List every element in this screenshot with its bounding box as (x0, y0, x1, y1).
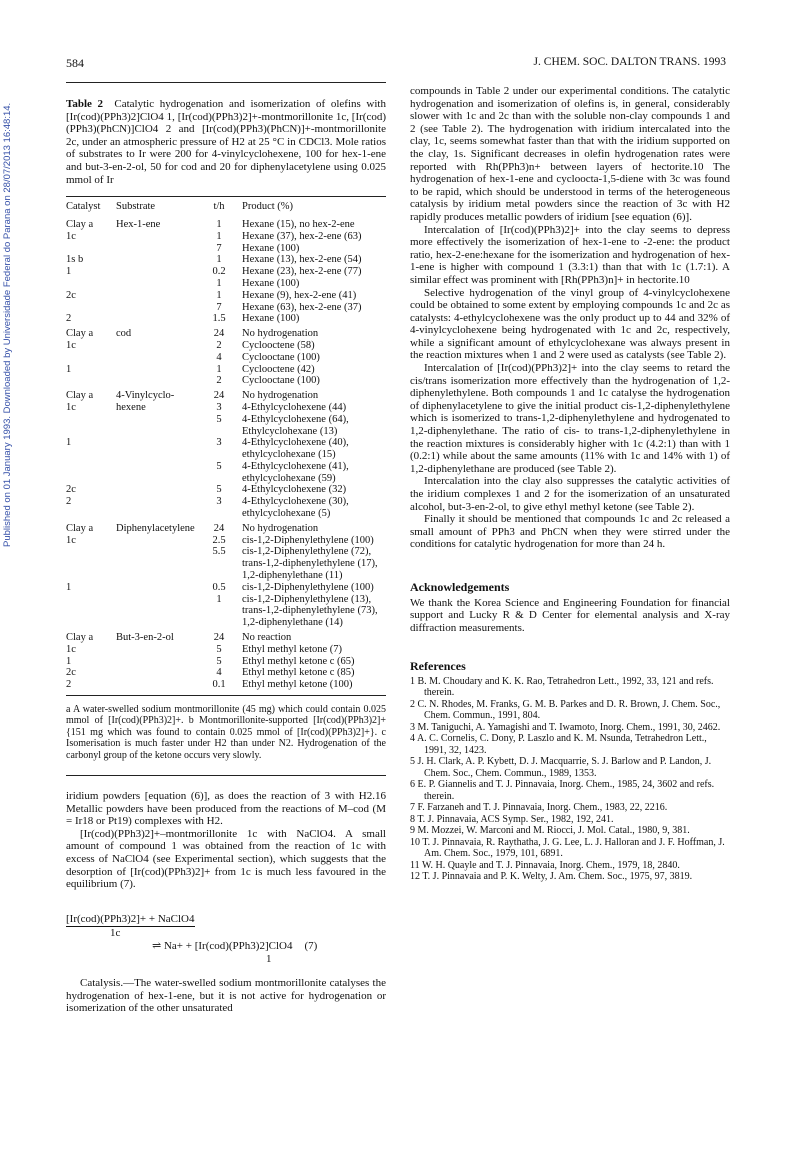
cell-time: 24 (213, 390, 225, 402)
table-row (66, 679, 386, 691)
table-row (66, 535, 386, 547)
cell-catalyst (66, 243, 116, 255)
cell-catalyst: 2c (66, 667, 76, 679)
cell-product: cis-1,2-Diphenylethylene (13), trans-1,2-diphenylethylene (73), 1,2-diphenylethane (14) (242, 593, 378, 629)
equation-7 (66, 913, 386, 965)
cell-product: Ethyl methyl ketone c (85) (242, 667, 355, 679)
cell-time: 1 (216, 289, 222, 301)
reference-item: 10 T. J. Pinnavaia, R. Raythatha, J. G. Lee, L. J. Halloran and J. F. Hoffman, J. Am. Chem. Soc., 1979, 101, 6891. (410, 836, 725, 860)
cell-substrate: But-3-en-2-ol (116, 632, 174, 644)
table-row (66, 594, 386, 629)
table-footnote: a A water-swelled sodium montmorillonite (45 mg) which could contain 0.025 mmol of [Ir(cod)(PPh3)2]+. b Montmorillonite-supported [Ir(cod)(PPh3)2]+ {151 mg which was found to contain 0.025 mmol of [Ir(cod)(PPh3)2]+}. c Isomerisation is much faster under H2 than under N2. Hydrogenation of the carbonyl group of the ketone occurs very slowly. (66, 704, 386, 761)
equation-line-2-row (66, 940, 386, 953)
cell-product: cis-1,2-Diphenylethylene (100) (242, 581, 374, 593)
table-row (66, 656, 386, 668)
cell-product: Ethyl methyl ketone c (65) (242, 655, 355, 667)
cell-product: 4-Ethylcyclohexene (64), Ethylcyclohexane (13) (242, 413, 349, 437)
cell-catalyst: Clay a (66, 390, 94, 402)
cell-product: Hexane (100) (242, 277, 300, 289)
cell-catalyst: 1 (66, 363, 72, 375)
cell-substrate (116, 667, 200, 679)
cell-catalyst: 1 (66, 655, 72, 667)
table-caption-label: Table 2 (66, 98, 104, 110)
reference-item: 12 T. J. Pinnavaia and P. K. Welty, J. Am. Chem. Soc., 1975, 97, 3819. (410, 871, 693, 883)
right-paragraph-5: Intercalation into the clay also suppresses the catalytic activities of the iridium complexes 1 and 2 for the isomerization of an unsaturated alcohol, but-3-en-2-ol, to give ethyl methyl ketone (see Table 2). (410, 475, 730, 513)
cell-catalyst (66, 375, 116, 387)
table-row (66, 461, 386, 485)
cell-substrate (116, 243, 200, 255)
equation-label-1: 1 (266, 952, 272, 965)
cell-catalyst: 1c (66, 339, 76, 351)
cell-time: 3 (216, 437, 222, 449)
cell-substrate (116, 496, 200, 520)
cell-time: 1.5 (212, 313, 226, 325)
left-section-rule (66, 775, 386, 776)
cell-catalyst: 2 (66, 313, 72, 325)
cell-product: Hexane (23), hex-2-ene (77) (242, 266, 362, 278)
table-row (66, 302, 386, 314)
cell-substrate (116, 461, 200, 485)
cell-time: 24 (213, 522, 225, 534)
cell-substrate: hexene (116, 401, 146, 413)
cell-product: cis-1,2-Diphenylethylene (100) (242, 534, 374, 546)
cell-product: No reaction (242, 632, 292, 644)
table-row (66, 414, 386, 438)
cell-product: No hydrogenation (242, 328, 319, 340)
table-header-row (66, 201, 386, 219)
cell-substrate (116, 340, 200, 352)
cell-time: 1 (216, 363, 222, 375)
cell-product: Hexane (13), hex-2-ene (54) (242, 254, 362, 266)
table-row (66, 278, 386, 290)
right-column (410, 85, 730, 883)
table-row (66, 496, 386, 520)
cell-product: Ethyl methyl ketone (7) (242, 643, 343, 655)
acknowledgements-heading: Acknowledgements (410, 579, 510, 594)
right-paragraph-4: Intercalation of [Ir(cod)(PPh3)2]+ into the clay seems to retard the cis/trans isomerization more effectively than the hydrogenation of 1,2-diphenylethylene. Both compounds 1 and 1c catalyse the hydrogenation of diphenylacetylene to give the initial product cis-1,2-diphenylethylene which is isomerized to trans-1,2-diphenylethylene and hydrogenated to 1,2-diphenylethane. The ratio of cis- to trans-1,2-diphenylethylene in the reaction mixtures is considerably higher with 1c (4.2:1) than with 1 (0.2:1) while about the same amounts (11% with 1c and 14% with 1) of 1,2-diphenylethane are produced (see Table 2). (410, 362, 730, 475)
acknowledgements-text: We thank the Korea Science and Engineering Foundation for financial support and Lucky R & D Center for elemental analysis and X-ray diffraction measurements. (410, 596, 730, 634)
cell-catalyst: Clay a (66, 522, 94, 534)
cell-product: 4-Ethylcyclohexene (41), ethylcyclohexane (59) (242, 460, 349, 484)
table-row (66, 290, 386, 302)
reference-item: 4 A. C. Cornelis, C. Dony, P. Laszlo and K. M. Nsunda, Tetrahedron Lett., 1991, 32, 1423. (410, 733, 707, 756)
cell-time: 2.5 (212, 534, 226, 546)
cell-product: cis-1,2-Diphenylethylene (72), trans-1,2-diphenylethylene (17), 1,2-diphenylethane (11) (242, 546, 378, 582)
cell-time: 24 (213, 632, 225, 644)
cell-time: 5 (216, 413, 222, 425)
cell-time: 0.5 (212, 581, 226, 593)
cell-product: Hexane (63), hex-2-ene (37) (242, 301, 362, 313)
cell-product: Ethyl methyl ketone (100) (242, 679, 353, 691)
cell-catalyst (66, 546, 116, 581)
cell-substrate (116, 644, 200, 656)
page-number: 584 (66, 56, 84, 70)
cell-time: 1 (216, 218, 222, 230)
cell-catalyst: 1c (66, 534, 76, 546)
cell-substrate (116, 437, 200, 461)
cell-time: 5.5 (212, 546, 226, 558)
table-top-rule (66, 196, 386, 197)
reference-item: 11 W. H. Quayle and T. J. Pinnavaia, Inorg. Chem., 1979, 18, 2840. (410, 859, 680, 871)
cell-product: 4-Ethylcyclohexene (44) (242, 401, 347, 413)
table-row (66, 313, 386, 325)
cell-catalyst (66, 302, 116, 314)
cell-catalyst: 2 (66, 679, 72, 691)
left-paragraph-3: Catalysis.—The water-swelled sodium montmorillonite catalyses the hydrogenation of hex-1-ene, but it is not active for hydrogenation or isomerization of the other unsaturated (66, 977, 386, 1015)
cell-product: Hexane (100) (242, 313, 300, 325)
table-body (66, 219, 386, 691)
right-paragraph-3: Selective hydrogenation of the vinyl group of 4-vinylcyclohexene could be obtained to some extent by employing compounds 1c and 2c as catalysts: 4-ethylcyclohexene was the only product up to 44 and 32% of 4-vinylcyclohexene being hydrogenated with 1c and 2c, respectively, while a significant amount of ethylcyclohexane was always present in the reaction mixtures when 1 and 2 were used as catalysts (see Table 2). (410, 286, 730, 362)
cell-product: Hexane (37), hex-2-ene (63) (242, 230, 362, 242)
cell-catalyst: 2 (66, 496, 72, 508)
reference-item: 1 B. M. Choudary and K. K. Rao, Tetrahedron Lett., 1992, 33, 121 and refs. therein. (410, 675, 714, 699)
cell-time: 2 (216, 375, 222, 387)
cell-catalyst: 1 (66, 266, 72, 278)
cell-substrate (116, 594, 200, 629)
cell-time: 7 (216, 242, 222, 254)
col-product: Product (%) (242, 201, 294, 213)
reference-item: 9 M. Mozzei, W. Marconi and M. Riocci, J. Mol. Catal., 1980, 9, 381. (410, 825, 690, 837)
cell-catalyst (66, 414, 116, 438)
cell-time: 24 (213, 328, 225, 340)
cell-time: 1 (216, 230, 222, 242)
cell-time: 0.2 (212, 266, 226, 278)
journal-header: J. CHEM. SOC. DALTON TRANS. 1993 (533, 56, 726, 68)
cell-product: No hydrogenation (242, 522, 319, 534)
cell-time: 1 (216, 254, 222, 266)
table-row (66, 254, 386, 266)
cell-time: 7 (216, 301, 222, 313)
cell-substrate (116, 582, 200, 594)
cell-substrate (116, 364, 200, 376)
cell-substrate: Diphenylacetylene (116, 522, 195, 534)
cell-substrate (116, 352, 200, 364)
table-row (66, 364, 386, 376)
cell-catalyst: 1 (66, 581, 72, 593)
cell-catalyst: 1c (66, 230, 76, 242)
cell-substrate (116, 278, 200, 290)
references-heading: References (410, 659, 466, 674)
equation-line-2: ⇌ Na+ + [Ir(cod)(PPh3)2]ClO4 (152, 940, 293, 952)
cell-substrate (116, 375, 200, 387)
table-row (66, 629, 386, 644)
cell-product: Hexane (15), no hex-2-ene (242, 218, 355, 230)
cell-catalyst: 1 (66, 437, 72, 449)
cell-time: 0.1 (212, 679, 226, 691)
cell-product: Cyclooctene (42) (242, 363, 315, 375)
table-row (66, 375, 386, 387)
table-row (66, 266, 386, 278)
cell-time: 3 (216, 401, 222, 413)
cell-substrate (116, 414, 200, 438)
cell-product: 4-Ethylcyclohexene (32) (242, 484, 347, 496)
cell-catalyst: 1s b (66, 254, 84, 266)
cell-product: Cyclooctene (58) (242, 339, 315, 351)
table-caption (66, 98, 386, 186)
cell-catalyst: Clay a (66, 218, 94, 230)
cell-substrate: 4-Vinylcyclo- (116, 390, 175, 402)
table-row (66, 546, 386, 581)
cell-catalyst (66, 461, 116, 485)
cell-substrate (116, 484, 200, 496)
cell-catalyst: 1c (66, 401, 76, 413)
cell-time: 4 (216, 667, 222, 679)
cell-substrate (116, 231, 200, 243)
cell-substrate: cod (116, 328, 132, 340)
cell-time: 3 (216, 496, 222, 508)
cell-catalyst: Clay a (66, 632, 94, 644)
cell-time: 1 (216, 593, 222, 605)
cell-catalyst (66, 594, 116, 629)
table-row (66, 644, 386, 656)
cell-substrate: Hex-1-ene (116, 218, 161, 230)
table-row (66, 520, 386, 535)
cell-substrate (116, 546, 200, 581)
table-row (66, 219, 386, 231)
cell-substrate (116, 313, 200, 325)
reference-item: 6 E. P. Giannelis and T. J. Pinnavaia, Inorg. Chem., 1985, 24, 3602 and refs. therein. (410, 779, 715, 802)
cell-time: 5 (216, 643, 222, 655)
cell-time: 2 (216, 339, 222, 351)
cell-substrate (116, 679, 200, 691)
cell-substrate (116, 254, 200, 266)
cell-catalyst (66, 352, 116, 364)
cell-product: 4-Ethylcyclohexene (30), ethylcyclohexane (5) (242, 496, 349, 520)
table-row (66, 325, 386, 340)
table-row (66, 387, 386, 402)
cell-time: 4 (216, 351, 222, 363)
reference-item: 5 J. H. Clark, A. P. Kybett, D. J. Macquarrie, S. J. Barlow and P. Landon, J. Chem. Soc., Chem. Commun., 1989, 1353. (410, 756, 712, 779)
cell-catalyst: 2c (66, 484, 76, 496)
table-row (66, 340, 386, 352)
cell-catalyst: Clay a (66, 328, 94, 340)
table-row (66, 667, 386, 679)
cell-product: Cyclooctane (100) (242, 351, 320, 363)
equation-line-1: [Ir(cod)(PPh3)2]+ + NaClO4 (66, 913, 195, 928)
left-column (66, 98, 386, 1015)
side-download-notice: Published on 01 January 1993. Downloaded by Universidade Federal do Parana on 28/07/2013 16:48:14. (2, 102, 13, 548)
reference-item: 2 C. N. Rhodes, M. Franks, G. M. B. Parkes and D. R. Brown, J. Chem. Soc., Chem. Commun., 1991, 804. (410, 698, 721, 722)
col-time: t/h (213, 201, 225, 213)
table-bottom-rule (66, 695, 386, 696)
cell-product: No hydrogenation (242, 390, 319, 402)
right-paragraph-6: Finally it should be mentioned that compounds 1c and 2c released a small amount of PPh3 and PhCN when they were stirred under the conditions for catalytic hydrogenation for more than 24 h. (410, 513, 730, 551)
cell-product: Hexane (9), hex-2-ene (41) (242, 289, 357, 301)
left-paragraph-2: [Ir(cod)(PPh3)2]+–montmorillonite 1c with NaClO4. A small amount of compound 1 was obtained from the reaction of 1c with excess of NaClO4 (see Experimental section), which suggests that the desorption of [Ir(cod)(PPh3)2]+ from 1c is much less favoured in the equilibrium (7). (66, 827, 386, 891)
cell-substrate (116, 290, 200, 302)
cell-time: 5 (216, 484, 222, 496)
table-caption-text: Catalytic hydrogenation and isomerization of olefins with [Ir(cod)(PPh3)2]ClO4 1, [Ir(cod)(PPh3)2]+-montmorillonite 1c, [Ir(cod)(PPh3)(PhCN)]ClO4 2 and [Ir(cod)(PPh3)(PhCN)]+-montmorillonite 2c, under an atmospheric pressure of H2 at 25 °C in CDCl3. Mole ratios of substrates to Ir were 200 for 4-vinylcyclohexene, 100 for hex-1-ene and but-3-en-2-ol, 50 for cod and 20 for diphenylacetylene using 0.025 mmol of Ir (66, 98, 386, 186)
cell-substrate (116, 535, 200, 547)
left-top-rule (66, 82, 386, 83)
table-row (66, 243, 386, 255)
right-paragraph-1: compounds in Table 2 under our experimental conditions. The catalytic hydrogenation and isomerization of olefins is, in general, considerably slower with 1c and 2c than with the soluble non-clay compounds 1 and 2 (see Table 2). The hydrogenation with iridium intercalated into the clay, 1c, seems somewhat faster than that with the iridium supported on the clay, 1s. Significant decreases in olefin hydrogenation rates were reported with Rh(PPh3)n+ between layers of hectorite.10 The hydrogenation of hex-1-ene and cycloocta-1,5-diene with 3c was found to be rapid, which should be understood in terms of the heterogeneous catalysis by iridium metal powders since the reaction of 3c with H2 rapidly produces metallic powders of iridium [see equation (6)]. (410, 85, 730, 223)
reference-item: 8 T. J. Pinnavaia, ACS Symp. Ser., 1982, 192, 241. (410, 813, 614, 825)
references-list (410, 676, 730, 883)
col-catalyst: Catalyst (66, 201, 101, 213)
reference-item: 7 F. Farzaneh and T. J. Pinnavaia, Inorg. Chem., 1983, 22, 2216. (410, 802, 668, 814)
table-row (66, 582, 386, 594)
cell-substrate (116, 656, 200, 668)
col-substrate: Substrate (116, 201, 156, 213)
equation-number: (7) (304, 940, 318, 952)
cell-product: Cyclooctane (100) (242, 375, 320, 387)
right-paragraph-2: Intercalation of [Ir(cod)(PPh3)2]+ into the clay seems to depress more effectively the isomerization of hex-1-ene to -2-ene: the product ratio, hex-2-ene:hexane for the isomerization and hydrogenation of hex-1-ene is higher with compound 1 (3.3:1) than that with 1c (1.7:1). A similar effect was prominent with [Rh(PPh3)n]+ in hectorite.10 (410, 223, 730, 286)
cell-substrate (116, 302, 200, 314)
left-paragraph-1: iridium powders [equation (6)], as does the reaction of 3 with H2.16 Metallic powders have been produced from the reactions of M–cod (M = Ir18 or Pt19) complexes with H2. (66, 790, 386, 828)
table-row (66, 231, 386, 243)
table-row (66, 484, 386, 496)
reference-item: 3 M. Taniguchi, A. Yamagishi and T. Iwamoto, Inorg. Chem., 1991, 30, 2462. (410, 721, 721, 733)
table-row (66, 352, 386, 364)
cell-catalyst: 2c (66, 289, 76, 301)
cell-catalyst (66, 278, 116, 290)
results-table (66, 201, 386, 691)
table-row (66, 402, 386, 414)
cell-product: Hexane (100) (242, 242, 300, 254)
cell-product: 4-Ethylcyclohexene (40), ethylcyclohexane (15) (242, 437, 349, 461)
equation-label-1c: 1c (110, 927, 121, 940)
cell-time: 5 (216, 460, 222, 472)
cell-catalyst: 1c (66, 643, 76, 655)
cell-substrate (116, 266, 200, 278)
cell-time: 5 (216, 655, 222, 667)
cell-time: 1 (216, 277, 222, 289)
table-row (66, 437, 386, 461)
